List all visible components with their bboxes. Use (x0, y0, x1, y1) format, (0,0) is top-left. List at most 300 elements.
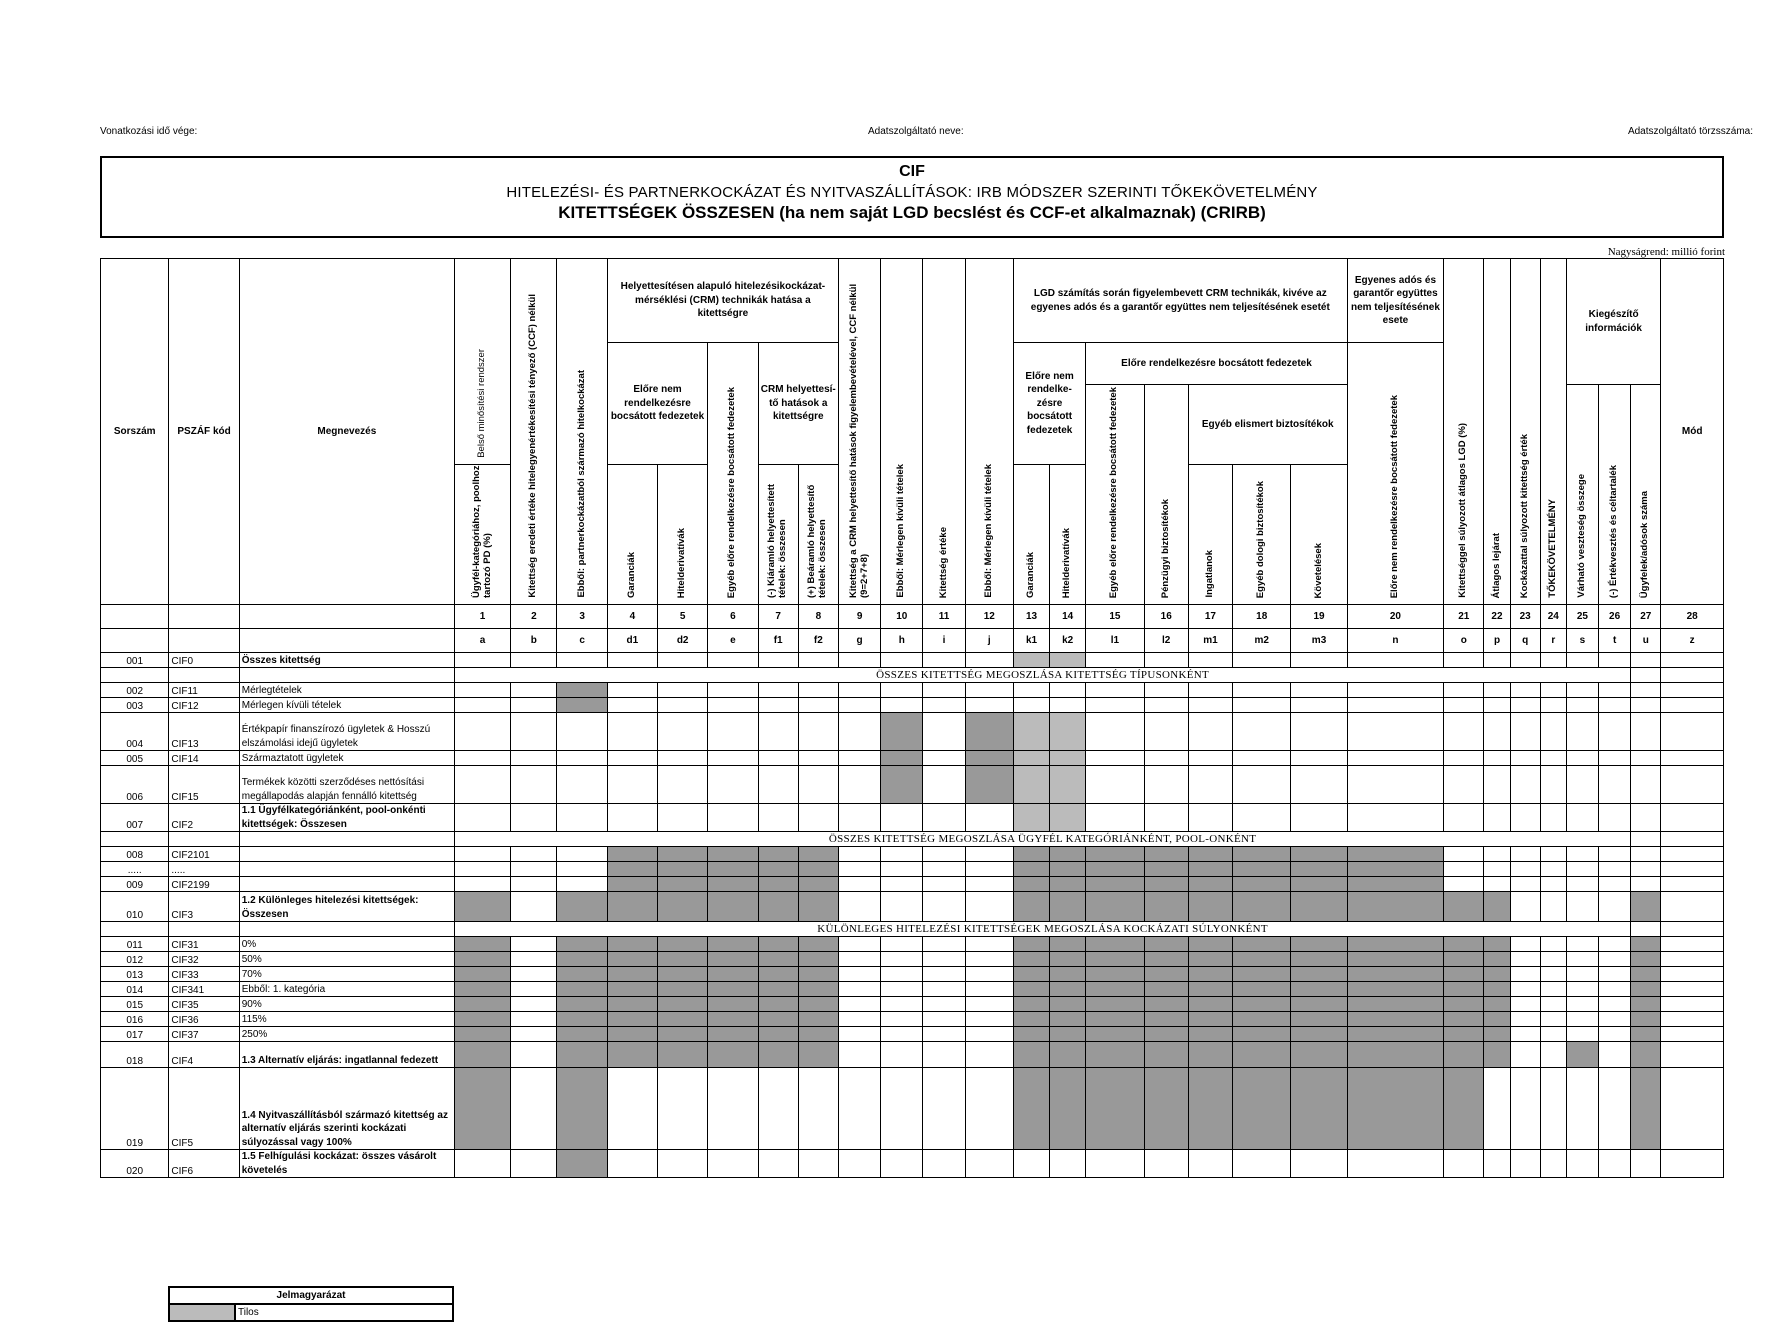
input-cell[interactable] (881, 847, 923, 862)
input-cell[interactable] (1540, 1027, 1566, 1042)
input-cell[interactable] (1086, 804, 1144, 832)
input-cell[interactable] (454, 1150, 510, 1178)
input-cell[interactable] (1510, 713, 1540, 751)
input-cell[interactable] (708, 653, 758, 668)
input-cell[interactable] (923, 683, 965, 698)
input-cell[interactable] (1566, 967, 1598, 982)
input-cell[interactable] (965, 877, 1013, 892)
input-cell[interactable] (1540, 937, 1566, 952)
input-cell[interactable] (1188, 698, 1232, 713)
input-cell[interactable] (758, 653, 798, 668)
input-cell[interactable] (607, 1068, 657, 1150)
input-cell[interactable] (1599, 1027, 1631, 1042)
input-cell[interactable] (1086, 766, 1144, 804)
input-cell[interactable] (1484, 804, 1510, 832)
input-cell[interactable] (758, 1150, 798, 1178)
input-cell[interactable] (557, 847, 607, 862)
input-cell[interactable] (511, 1027, 557, 1042)
input-cell[interactable] (1444, 698, 1484, 713)
input-cell[interactable] (923, 982, 965, 997)
input-cell[interactable] (1510, 1042, 1540, 1068)
input-cell[interactable] (1661, 862, 1724, 877)
input-cell[interactable] (838, 751, 880, 766)
input-cell[interactable] (923, 937, 965, 952)
input-cell[interactable] (1510, 653, 1540, 668)
input-cell[interactable] (511, 653, 557, 668)
input-cell[interactable] (1484, 847, 1510, 862)
input-cell[interactable] (1444, 804, 1484, 832)
input-cell[interactable] (1444, 683, 1484, 698)
input-cell[interactable] (881, 1150, 923, 1178)
input-cell[interactable] (838, 877, 880, 892)
input-cell[interactable] (1347, 653, 1444, 668)
input-cell[interactable] (1661, 982, 1724, 997)
input-cell[interactable] (923, 1042, 965, 1068)
input-cell[interactable] (1661, 683, 1724, 698)
input-cell[interactable] (1631, 713, 1661, 751)
input-cell[interactable] (1233, 683, 1291, 698)
input-cell[interactable] (1599, 862, 1631, 877)
input-cell[interactable] (1444, 847, 1484, 862)
input-cell[interactable] (1050, 698, 1086, 713)
input-cell[interactable] (838, 653, 880, 668)
input-cell[interactable] (1444, 713, 1484, 751)
input-cell[interactable] (798, 698, 838, 713)
input-cell[interactable] (1086, 653, 1144, 668)
input-cell[interactable] (923, 1012, 965, 1027)
input-cell[interactable] (758, 804, 798, 832)
input-cell[interactable] (511, 892, 557, 922)
input-cell[interactable] (607, 751, 657, 766)
input-cell[interactable] (1661, 713, 1724, 751)
input-cell[interactable] (1510, 698, 1540, 713)
input-cell[interactable] (1599, 653, 1631, 668)
input-cell[interactable] (1661, 952, 1724, 967)
input-cell[interactable] (1661, 877, 1724, 892)
input-cell[interactable] (923, 1027, 965, 1042)
input-cell[interactable] (965, 937, 1013, 952)
input-cell[interactable] (1631, 804, 1661, 832)
input-cell[interactable] (1566, 1068, 1598, 1150)
input-cell[interactable] (1599, 877, 1631, 892)
input-cell[interactable] (511, 877, 557, 892)
input-cell[interactable] (1566, 766, 1598, 804)
input-cell[interactable] (881, 653, 923, 668)
input-cell[interactable] (838, 1012, 880, 1027)
input-cell[interactable] (1291, 766, 1347, 804)
input-cell[interactable] (1144, 683, 1188, 698)
input-cell[interactable] (511, 804, 557, 832)
input-cell[interactable] (454, 751, 510, 766)
input-cell[interactable] (798, 766, 838, 804)
input-cell[interactable] (881, 952, 923, 967)
input-cell[interactable] (1599, 967, 1631, 982)
input-cell[interactable] (923, 862, 965, 877)
input-cell[interactable] (1510, 982, 1540, 997)
input-cell[interactable] (557, 653, 607, 668)
input-cell[interactable] (1444, 751, 1484, 766)
input-cell[interactable] (1540, 862, 1566, 877)
input-cell[interactable] (1540, 997, 1566, 1012)
input-cell[interactable] (1661, 653, 1724, 668)
input-cell[interactable] (965, 804, 1013, 832)
input-cell[interactable] (1661, 804, 1724, 832)
input-cell[interactable] (1540, 967, 1566, 982)
input-cell[interactable] (1484, 751, 1510, 766)
input-cell[interactable] (454, 683, 510, 698)
input-cell[interactable] (1540, 892, 1566, 922)
input-cell[interactable] (881, 937, 923, 952)
input-cell[interactable] (881, 982, 923, 997)
input-cell[interactable] (1484, 698, 1510, 713)
input-cell[interactable] (1144, 713, 1188, 751)
input-cell[interactable] (1510, 892, 1540, 922)
input-cell[interactable] (454, 766, 510, 804)
input-cell[interactable] (1013, 698, 1049, 713)
input-cell[interactable] (838, 892, 880, 922)
input-cell[interactable] (658, 751, 708, 766)
input-cell[interactable] (838, 847, 880, 862)
input-cell[interactable] (1484, 683, 1510, 698)
input-cell[interactable] (557, 804, 607, 832)
input-cell[interactable] (1347, 751, 1444, 766)
input-cell[interactable] (1144, 804, 1188, 832)
input-cell[interactable] (1484, 1150, 1510, 1178)
input-cell[interactable] (454, 713, 510, 751)
input-cell[interactable] (1086, 698, 1144, 713)
input-cell[interactable] (1510, 847, 1540, 862)
input-cell[interactable] (1233, 1150, 1291, 1178)
input-cell[interactable] (511, 713, 557, 751)
input-cell[interactable] (965, 653, 1013, 668)
input-cell[interactable] (1599, 892, 1631, 922)
input-cell[interactable] (1661, 967, 1724, 982)
input-cell[interactable] (965, 952, 1013, 967)
input-cell[interactable] (1291, 698, 1347, 713)
input-cell[interactable] (1661, 766, 1724, 804)
input-cell[interactable] (1661, 997, 1724, 1012)
input-cell[interactable] (1599, 937, 1631, 952)
input-cell[interactable] (923, 698, 965, 713)
input-cell[interactable] (1631, 653, 1661, 668)
input-cell[interactable] (1510, 937, 1540, 952)
input-cell[interactable] (511, 862, 557, 877)
input-cell[interactable] (511, 766, 557, 804)
input-cell[interactable] (1631, 1150, 1661, 1178)
input-cell[interactable] (1599, 997, 1631, 1012)
input-cell[interactable] (511, 1012, 557, 1027)
input-cell[interactable] (1510, 766, 1540, 804)
input-cell[interactable] (511, 1042, 557, 1068)
input-cell[interactable] (1233, 751, 1291, 766)
input-cell[interactable] (923, 653, 965, 668)
input-cell[interactable] (1347, 804, 1444, 832)
input-cell[interactable] (1510, 952, 1540, 967)
input-cell[interactable] (965, 982, 1013, 997)
input-cell[interactable] (454, 847, 510, 862)
input-cell[interactable] (1599, 1068, 1631, 1150)
input-cell[interactable] (708, 1150, 758, 1178)
input-cell[interactable] (965, 1150, 1013, 1178)
input-cell[interactable] (1484, 862, 1510, 877)
input-cell[interactable] (1484, 1068, 1510, 1150)
input-cell[interactable] (557, 713, 607, 751)
input-cell[interactable] (838, 937, 880, 952)
input-cell[interactable] (1661, 1027, 1724, 1042)
input-cell[interactable] (1444, 1150, 1484, 1178)
input-cell[interactable] (454, 877, 510, 892)
input-cell[interactable] (1540, 1150, 1566, 1178)
input-cell[interactable] (1566, 1027, 1598, 1042)
input-cell[interactable] (1599, 1042, 1631, 1068)
input-cell[interactable] (658, 1150, 708, 1178)
input-cell[interactable] (758, 698, 798, 713)
input-cell[interactable] (1540, 683, 1566, 698)
input-cell[interactable] (923, 967, 965, 982)
input-cell[interactable] (881, 683, 923, 698)
input-cell[interactable] (1566, 683, 1598, 698)
input-cell[interactable] (923, 1068, 965, 1150)
input-cell[interactable] (1631, 751, 1661, 766)
input-cell[interactable] (511, 847, 557, 862)
input-cell[interactable] (1233, 698, 1291, 713)
input-cell[interactable] (881, 1068, 923, 1150)
input-cell[interactable] (1291, 713, 1347, 751)
input-cell[interactable] (1566, 1012, 1598, 1027)
input-cell[interactable] (965, 997, 1013, 1012)
input-cell[interactable] (965, 1042, 1013, 1068)
input-cell[interactable] (923, 952, 965, 967)
input-cell[interactable] (923, 713, 965, 751)
input-cell[interactable] (1599, 698, 1631, 713)
input-cell[interactable] (1510, 997, 1540, 1012)
input-cell[interactable] (1484, 713, 1510, 751)
input-cell[interactable] (1013, 1150, 1049, 1178)
input-cell[interactable] (1566, 862, 1598, 877)
input-cell[interactable] (1188, 751, 1232, 766)
input-cell[interactable] (798, 751, 838, 766)
input-cell[interactable] (881, 1012, 923, 1027)
input-cell[interactable] (838, 804, 880, 832)
input-cell[interactable] (1347, 713, 1444, 751)
input-cell[interactable] (1540, 1068, 1566, 1150)
input-cell[interactable] (1661, 1068, 1724, 1150)
input-cell[interactable] (658, 683, 708, 698)
input-cell[interactable] (1510, 683, 1540, 698)
input-cell[interactable] (838, 1068, 880, 1150)
input-cell[interactable] (708, 683, 758, 698)
input-cell[interactable] (1510, 804, 1540, 832)
input-cell[interactable] (1540, 952, 1566, 967)
input-cell[interactable] (1086, 713, 1144, 751)
input-cell[interactable] (1661, 1012, 1724, 1027)
input-cell[interactable] (758, 713, 798, 751)
input-cell[interactable] (881, 862, 923, 877)
input-cell[interactable] (923, 877, 965, 892)
input-cell[interactable] (838, 1027, 880, 1042)
input-cell[interactable] (1566, 847, 1598, 862)
input-cell[interactable] (758, 766, 798, 804)
input-cell[interactable] (607, 766, 657, 804)
input-cell[interactable] (1540, 877, 1566, 892)
input-cell[interactable] (1540, 847, 1566, 862)
input-cell[interactable] (658, 713, 708, 751)
input-cell[interactable] (1086, 683, 1144, 698)
input-cell[interactable] (708, 766, 758, 804)
input-cell[interactable] (923, 892, 965, 922)
input-cell[interactable] (454, 698, 510, 713)
input-cell[interactable] (1566, 713, 1598, 751)
input-cell[interactable] (1444, 877, 1484, 892)
input-cell[interactable] (511, 982, 557, 997)
input-cell[interactable] (923, 847, 965, 862)
input-cell[interactable] (658, 698, 708, 713)
input-cell[interactable] (1484, 766, 1510, 804)
input-cell[interactable] (1540, 982, 1566, 997)
input-cell[interactable] (1291, 1150, 1347, 1178)
input-cell[interactable] (881, 1042, 923, 1068)
input-cell[interactable] (607, 1150, 657, 1178)
input-cell[interactable] (511, 1150, 557, 1178)
input-cell[interactable] (881, 698, 923, 713)
input-cell[interactable] (838, 766, 880, 804)
input-cell[interactable] (708, 698, 758, 713)
input-cell[interactable] (838, 952, 880, 967)
input-cell[interactable] (965, 683, 1013, 698)
input-cell[interactable] (1484, 653, 1510, 668)
input-cell[interactable] (923, 766, 965, 804)
input-cell[interactable] (1661, 698, 1724, 713)
input-cell[interactable] (607, 698, 657, 713)
input-cell[interactable] (511, 1068, 557, 1150)
input-cell[interactable] (1347, 698, 1444, 713)
input-cell[interactable] (881, 997, 923, 1012)
input-cell[interactable] (838, 683, 880, 698)
input-cell[interactable] (454, 862, 510, 877)
input-cell[interactable] (1566, 892, 1598, 922)
input-cell[interactable] (1144, 766, 1188, 804)
input-cell[interactable] (1599, 683, 1631, 698)
input-cell[interactable] (1661, 751, 1724, 766)
input-cell[interactable] (965, 862, 1013, 877)
input-cell[interactable] (798, 683, 838, 698)
input-cell[interactable] (708, 804, 758, 832)
input-cell[interactable] (1540, 751, 1566, 766)
input-cell[interactable] (1540, 653, 1566, 668)
input-cell[interactable] (557, 751, 607, 766)
input-cell[interactable] (1631, 698, 1661, 713)
input-cell[interactable] (1599, 952, 1631, 967)
input-cell[interactable] (607, 653, 657, 668)
input-cell[interactable] (708, 751, 758, 766)
input-cell[interactable] (881, 804, 923, 832)
input-cell[interactable] (1566, 751, 1598, 766)
input-cell[interactable] (1510, 1027, 1540, 1042)
input-cell[interactable] (838, 713, 880, 751)
input-cell[interactable] (1188, 1150, 1232, 1178)
input-cell[interactable] (1484, 877, 1510, 892)
input-cell[interactable] (1566, 653, 1598, 668)
input-cell[interactable] (1510, 1068, 1540, 1150)
input-cell[interactable] (758, 751, 798, 766)
input-cell[interactable] (838, 967, 880, 982)
input-cell[interactable] (1233, 804, 1291, 832)
input-cell[interactable] (881, 892, 923, 922)
input-cell[interactable] (511, 751, 557, 766)
input-cell[interactable] (1566, 1150, 1598, 1178)
input-cell[interactable] (1013, 683, 1049, 698)
input-cell[interactable] (1631, 683, 1661, 698)
input-cell[interactable] (838, 982, 880, 997)
input-cell[interactable] (1540, 1012, 1566, 1027)
input-cell[interactable] (923, 997, 965, 1012)
input-cell[interactable] (1291, 804, 1347, 832)
input-cell[interactable] (838, 698, 880, 713)
input-cell[interactable] (1086, 1150, 1144, 1178)
input-cell[interactable] (1566, 982, 1598, 997)
input-cell[interactable] (965, 1027, 1013, 1042)
input-cell[interactable] (557, 862, 607, 877)
input-cell[interactable] (1599, 804, 1631, 832)
input-cell[interactable] (1233, 713, 1291, 751)
input-cell[interactable] (1347, 766, 1444, 804)
input-cell[interactable] (965, 967, 1013, 982)
input-cell[interactable] (965, 892, 1013, 922)
input-cell[interactable] (511, 997, 557, 1012)
input-cell[interactable] (1188, 653, 1232, 668)
input-cell[interactable] (511, 683, 557, 698)
input-cell[interactable] (511, 952, 557, 967)
input-cell[interactable] (511, 937, 557, 952)
input-cell[interactable] (1233, 653, 1291, 668)
input-cell[interactable] (708, 1068, 758, 1150)
input-cell[interactable] (965, 1012, 1013, 1027)
input-cell[interactable] (881, 967, 923, 982)
input-cell[interactable] (798, 1150, 838, 1178)
input-cell[interactable] (1540, 698, 1566, 713)
input-cell[interactable] (1540, 713, 1566, 751)
input-cell[interactable] (923, 1150, 965, 1178)
input-cell[interactable] (1510, 877, 1540, 892)
input-cell[interactable] (798, 1068, 838, 1150)
input-cell[interactable] (1444, 653, 1484, 668)
input-cell[interactable] (1540, 1042, 1566, 1068)
input-cell[interactable] (658, 653, 708, 668)
input-cell[interactable] (1444, 862, 1484, 877)
input-cell[interactable] (1188, 804, 1232, 832)
input-cell[interactable] (1661, 847, 1724, 862)
input-cell[interactable] (1144, 653, 1188, 668)
input-cell[interactable] (1599, 1012, 1631, 1027)
input-cell[interactable] (1566, 997, 1598, 1012)
input-cell[interactable] (923, 751, 965, 766)
input-cell[interactable] (658, 766, 708, 804)
input-cell[interactable] (1566, 952, 1598, 967)
input-cell[interactable] (965, 1068, 1013, 1150)
input-cell[interactable] (1661, 892, 1724, 922)
input-cell[interactable] (1144, 1150, 1188, 1178)
input-cell[interactable] (965, 698, 1013, 713)
input-cell[interactable] (838, 1150, 880, 1178)
input-cell[interactable] (798, 653, 838, 668)
input-cell[interactable] (758, 683, 798, 698)
input-cell[interactable] (1631, 862, 1661, 877)
input-cell[interactable] (1599, 713, 1631, 751)
input-cell[interactable] (658, 804, 708, 832)
input-cell[interactable] (1599, 847, 1631, 862)
input-cell[interactable] (1631, 766, 1661, 804)
input-cell[interactable] (1291, 653, 1347, 668)
